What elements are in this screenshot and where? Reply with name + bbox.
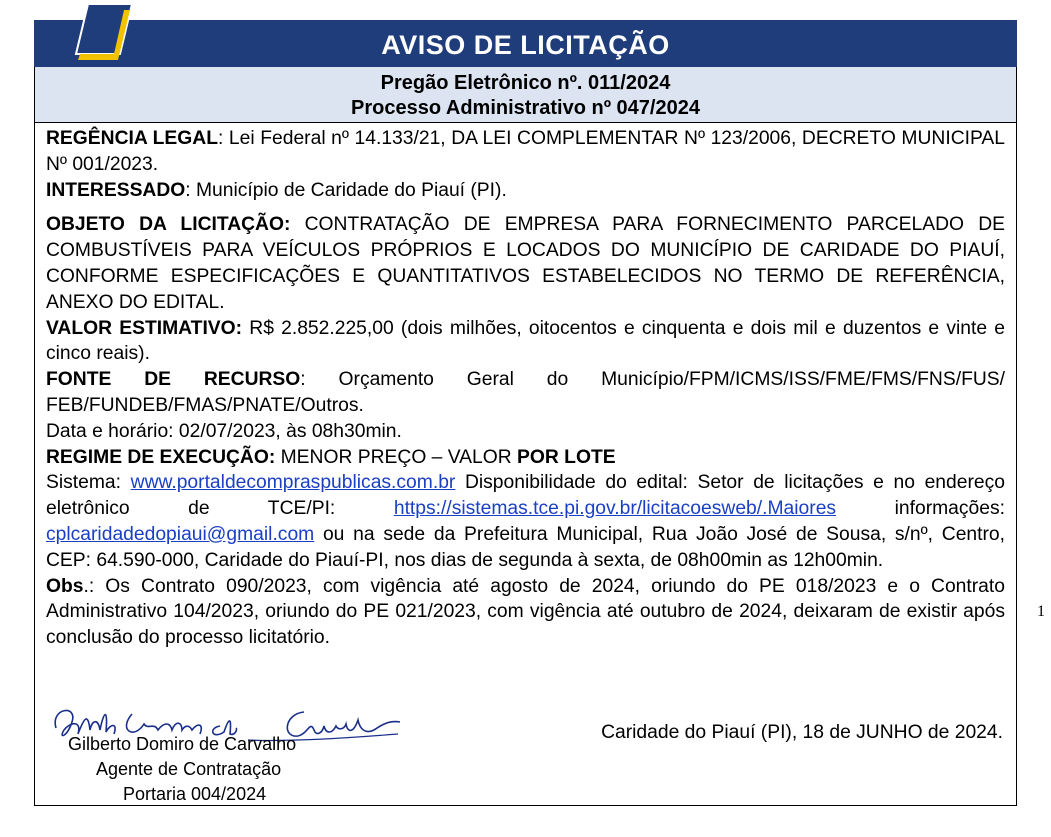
valor-paragraph <box>46 316 1005 368</box>
title-bar <box>34 20 1017 67</box>
tce-link[interactable]: https://sistemas.tce.pi.gov.br/licitacoesweb/.Maiores <box>393 498 837 520</box>
interessado-text: : Município de Caridade do Piauí (PI). <box>185 179 507 201</box>
notice-body <box>46 126 1005 651</box>
regencia-text: : Lei Federal nº 14.133/21, DA LEI COMPLEMENTAR Nº 123/2006, DECRETO MUNICIPAL Nº 001/2023. <box>46 128 1005 175</box>
email-link[interactable]: cplcaridadedopiaui@gmail.com <box>46 523 315 545</box>
document-title: AVISO DE LICITAÇÃO <box>381 30 670 60</box>
pregao-number: Pregão Eletrônico nº. 011/2024 <box>380 72 671 94</box>
valor-text: R$ 2.852.225,00 (dois milhões, oitocentos e cinquenta e dois mil e duzentos e vinte e cinco reais). <box>46 317 1005 365</box>
obs-label: Obs <box>46 575 84 597</box>
interessado-label: INTERESSADO <box>46 179 186 201</box>
valor-label: VALOR ESTIMATIVO: <box>46 317 243 339</box>
portal-link[interactable]: www.portaldecompraspublicas.com.br <box>130 472 456 494</box>
sistema-label: Sistema: <box>46 472 131 494</box>
obs-paragraph <box>46 574 1005 651</box>
place-and-date: Caridade do Piauí (PI), 18 de JUNHO de 2024. <box>601 722 1003 743</box>
info-text: ou na sede da Prefeitura Municipal, Rua João José de Sousa, s/nº, Centro, CEP: 64.590-000, Caridade do Piauí-PI, nos dias de segunda à sexta, de 08h00min as 12h00min. <box>46 523 1005 571</box>
obs-text: .: Os Contrato 090/2023, com vigência até agosto de 2024, oriundo do PE 018/2023 e o Contrato Administrativo 104/2023, oriundo do PE 021/2023, com vigência até outubro de 2024, deixaram de existir após conclusão do processo licitatório. <box>46 575 1005 649</box>
fonte-label: FONTE DE RECURSO <box>46 369 301 391</box>
interessado-paragraph <box>46 178 1005 204</box>
objeto-text: CONTRATAÇÃO DE EMPRESA PARA FORNECIMENTO PARCELADO DE COMBUSTÍVEIS PARA VEÍCULOS PRÓPRIOS E LOCADOS DO MUNICÍPIO DE CARIDADE DO PIAUÍ, CONFORME ESPECIFICAÇÕES E QUANTITATIVOS ESTABELECIDOS NO TERMO DE REFERÊNCIA, ANEXO DO EDITAL. <box>46 214 1005 313</box>
regime-value: POR LOTE <box>517 446 616 468</box>
data-paragraph: Data e horário: 02/07/2023, às 08h30min. <box>46 420 402 442</box>
regime-label: REGIME DE EXECUÇÃO: <box>46 446 276 468</box>
sistema-paragraph <box>46 470 1005 573</box>
page-number: 1 <box>1037 603 1045 620</box>
objeto-label: OBJETO DA LICITAÇÃO: <box>46 214 291 236</box>
info-label: informações: <box>836 498 1005 520</box>
objeto-paragraph <box>46 212 1005 315</box>
regime-paragraph <box>46 445 1005 471</box>
subheader <box>35 67 1016 123</box>
processo-number: Processo Administrativo nº 047/2024 <box>351 97 700 119</box>
signatory-portaria: Portaria 004/2024 <box>123 784 267 804</box>
logo-icon <box>70 2 150 64</box>
regime-text: MENOR PREÇO – VALOR <box>275 446 518 468</box>
sistema-text: Disponibilidade do edital: Setor de licitações e no endereço eletrônico de TCE/PI: <box>46 472 1005 520</box>
fonte-text: : Orçamento Geral do Município/FPM/ICMS/ISS/FME/FMS/FNS/FUS/ FEB/FUNDEB/FMAS/PNATE/Outros. <box>46 369 1005 416</box>
regencia-paragraph <box>46 126 1005 178</box>
regencia-label: REGÊNCIA LEGAL <box>46 128 218 149</box>
signatory-role: Agente de Contratação <box>96 759 282 779</box>
signature-block <box>48 700 428 804</box>
signatory-name: Gilberto Domiro de Carvalho <box>68 734 297 754</box>
fonte-paragraph <box>46 367 1005 419</box>
